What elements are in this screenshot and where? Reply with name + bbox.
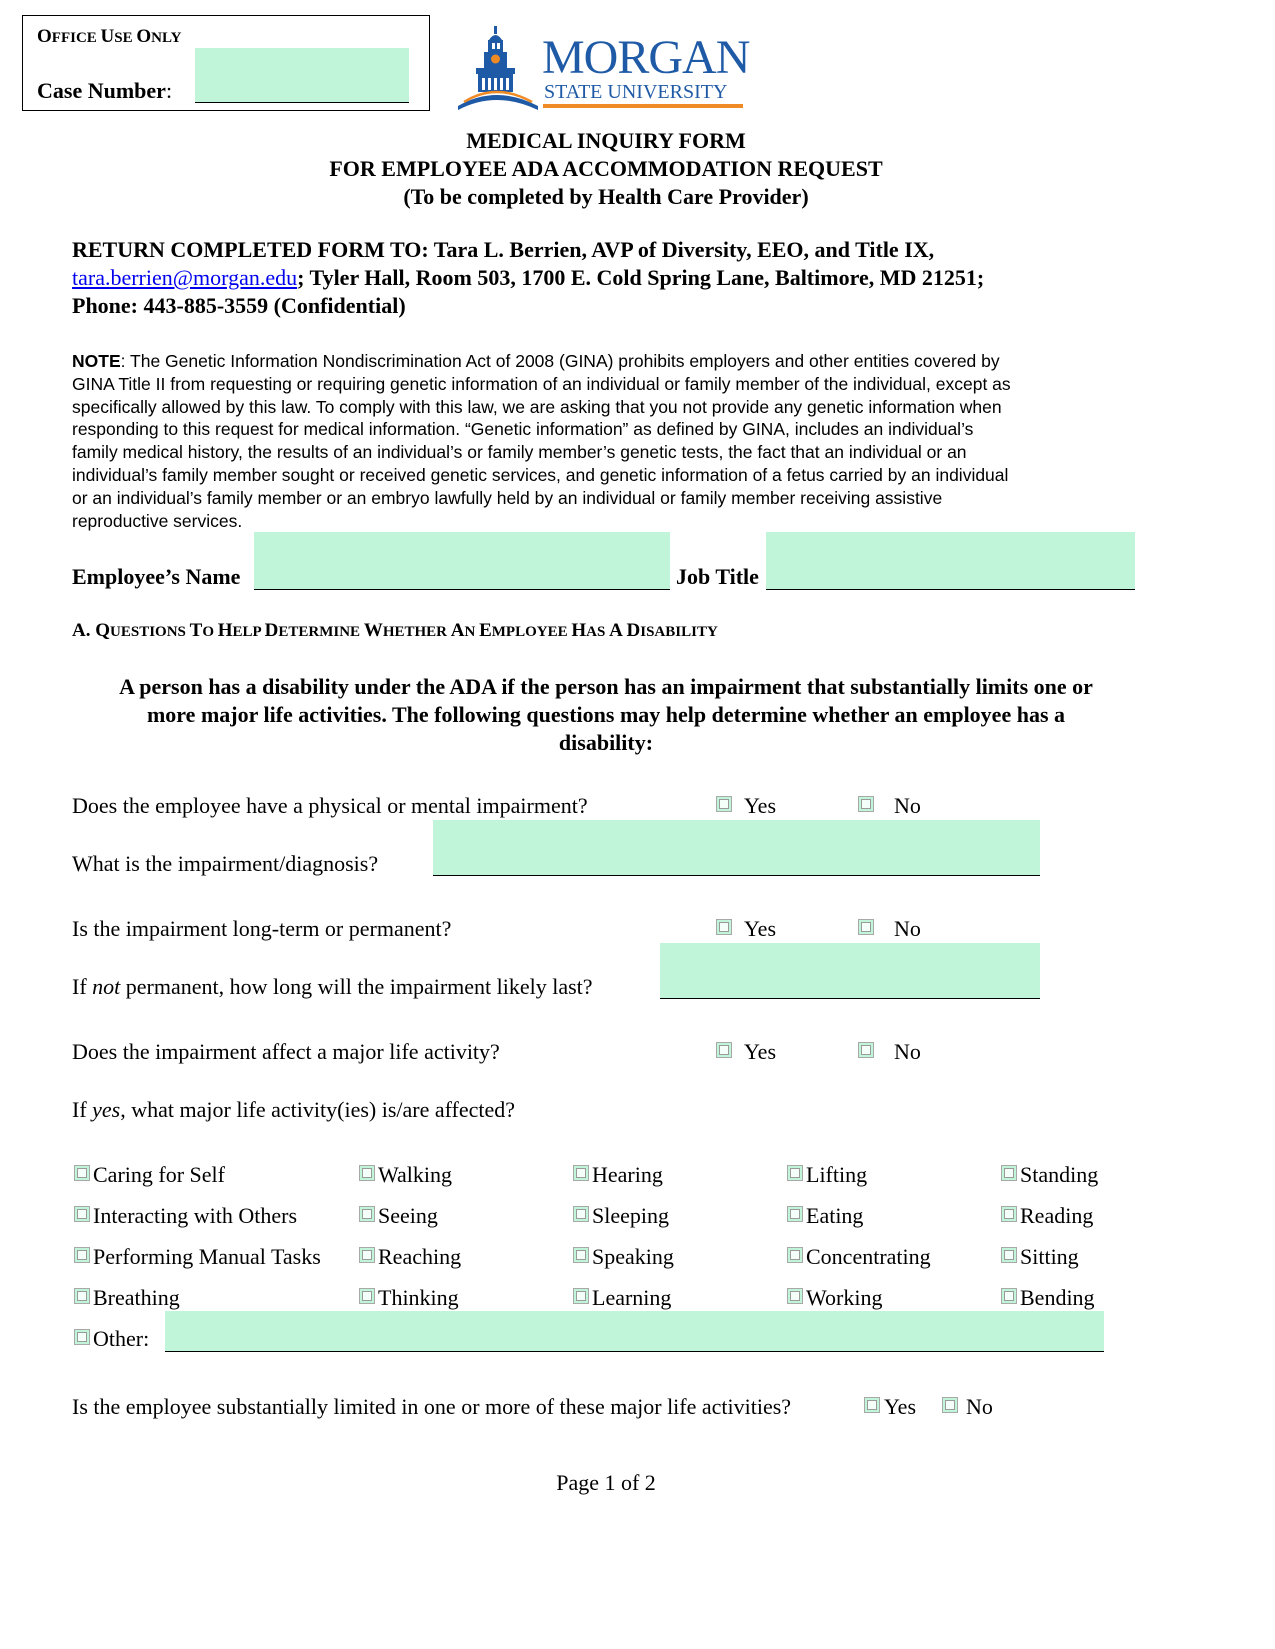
- final-yes-label: Yes: [884, 1394, 917, 1419]
- q5-no-checkbox[interactable]: [858, 1042, 874, 1058]
- form-title: [0, 127, 1212, 211]
- q5-yes-label: Yes: [744, 1039, 777, 1064]
- activity-label-bending: Bending: [1020, 1285, 1095, 1310]
- employee-name-label: Employee’s Name: [72, 564, 241, 589]
- activity-label-interacting-with-others: Interacting with Others: [93, 1203, 298, 1228]
- note-label: NOTE: [72, 351, 121, 371]
- section-a-heading-part: ETERMINE: [278, 624, 364, 640]
- section-a-heading-part: A: [609, 620, 627, 641]
- return-line3: Phone: 443-885-3559 (Confidential): [72, 293, 406, 318]
- office-use-heading: OFFICE USE ONLY: [37, 26, 182, 47]
- activity-checkbox-lifting[interactable]: [787, 1165, 803, 1181]
- activity-label-standing: Standing: [1020, 1162, 1099, 1187]
- q3-yes-label: Yes: [744, 916, 777, 941]
- gina-note: NOTE: The Genetic Information Nondiscrimination Act of 2008 (GINA) prohibits employers and other entities covered by GINA Title II from requesting or requiring genetic information of an individual or family member of the individual, except as specifically allowed by this law. To comply with this law, we are asking that you not provide any genetic information when responding to this request for medical information. “Genetic information” as defined by GINA, includes an individual’s family medical history, the results of an individual’s or family member’s genetic tests, the fact that an individual or an individual’s family member sought or received genetic services, and genetic information of a fetus carried by an individual or an individual’s family member or an embryo lawfully held by an individual or family member receiving assistive reproductive services.: [72, 351, 1011, 531]
- activity-label-walking: Walking: [378, 1162, 452, 1187]
- return-line2: tara.berrien@morgan.edu; Tyler Hall, Room 503, 1700 E. Cold Spring Lane, Baltimore, MD 21251;: [72, 265, 985, 290]
- activity-checkbox-learning[interactable]: [573, 1288, 589, 1304]
- section-a-heading-part: A: [450, 620, 465, 641]
- impairment-duration-field[interactable]: [660, 943, 1040, 999]
- activity-checkbox-sitting[interactable]: [1001, 1247, 1017, 1263]
- job-title-field[interactable]: [766, 532, 1135, 590]
- q1-no-checkbox[interactable]: [858, 796, 874, 812]
- q3-no-checkbox[interactable]: [858, 919, 874, 935]
- logo-wordmark-state-university: STATE UNIVERSITY: [544, 81, 728, 103]
- section-a-heading-part: H: [217, 620, 233, 641]
- job-title-label: Job Title: [676, 564, 759, 589]
- question-duration: If not permanent, how long will the impairment likely last?: [72, 974, 593, 999]
- section-a-heading-part: ISABILITY: [640, 624, 718, 640]
- question-impairment-diagnosis: What is the impairment/diagnosis?: [72, 851, 379, 876]
- q1-yes-checkbox[interactable]: [716, 796, 732, 812]
- case-number-field[interactable]: [195, 48, 409, 103]
- email-link[interactable]: tara.berrien@morgan.edu: [72, 265, 298, 290]
- section-a-heading-part: ELP: [232, 624, 265, 640]
- other-activity-label: Other:: [93, 1326, 150, 1351]
- impairment-diagnosis-field[interactable]: [433, 820, 1040, 876]
- question-major-life-activity: Does the impairment affect a major life activity?: [72, 1039, 500, 1064]
- university-building-icon: [456, 26, 540, 112]
- section-a-heading-part: Q: [95, 620, 111, 641]
- question-substantially-limited: Is the employee substantially limited in one or more of these major life activities?: [72, 1394, 792, 1419]
- return-instructions: [72, 236, 984, 320]
- activity-label-sitting: Sitting: [1020, 1244, 1079, 1269]
- section-a-heading-part: E: [479, 620, 492, 641]
- activity-label-hearing: Hearing: [592, 1162, 663, 1187]
- activity-label-caring-for-self: Caring for Self: [93, 1162, 225, 1187]
- activity-checkbox-breathing[interactable]: [74, 1288, 90, 1304]
- section-a-heading: [72, 620, 718, 642]
- question-physical-mental-impairment: Does the employee have a physical or mental impairment?: [72, 793, 588, 818]
- activity-checkbox-standing[interactable]: [1001, 1165, 1017, 1181]
- q1-no-label: No: [894, 793, 921, 818]
- activity-label-sleeping: Sleeping: [592, 1203, 669, 1228]
- logo-wordmark-morgan: MORGAN: [542, 31, 750, 84]
- activity-label-working: Working: [806, 1285, 883, 1310]
- activity-checkbox-walking[interactable]: [359, 1165, 375, 1181]
- activity-label-thinking: Thinking: [378, 1285, 459, 1310]
- other-activity-field[interactable]: [165, 1311, 1104, 1352]
- logo-underline: [543, 104, 743, 108]
- activity-label-breathing: Breathing: [93, 1285, 180, 1310]
- page-number: Page 1 of 2: [556, 1470, 656, 1495]
- other-activity-checkbox[interactable]: [74, 1329, 90, 1345]
- activity-checkbox-caring-for-self[interactable]: [74, 1165, 90, 1181]
- activity-checkbox-bending[interactable]: [1001, 1288, 1017, 1304]
- question-long-term: Is the impairment long-term or permanent?: [72, 916, 452, 941]
- activity-label-reading: Reading: [1020, 1203, 1094, 1228]
- question-which-activities: If yes, what major life activity(ies) is/are affected?: [72, 1097, 516, 1122]
- section-a-heading-part: O: [202, 624, 218, 640]
- activity-checkbox-thinking[interactable]: [359, 1288, 375, 1304]
- section-a-heading-part: N: [464, 624, 480, 640]
- activity-checkbox-sleeping[interactable]: [573, 1206, 589, 1222]
- q5-no-label: No: [894, 1039, 921, 1064]
- activity-label-learning: Learning: [592, 1285, 672, 1310]
- section-a-heading-part: D: [264, 620, 279, 641]
- activity-checkbox-hearing[interactable]: [573, 1165, 589, 1181]
- section-a-heading-part: AS: [586, 624, 610, 640]
- activity-checkbox-reading[interactable]: [1001, 1206, 1017, 1222]
- return-line1: RETURN COMPLETED FORM TO: Tara L. Berrien, AVP of Diversity, EEO, and Title IX,: [72, 237, 935, 262]
- activity-label-lifting: Lifting: [806, 1162, 868, 1187]
- activity-checkbox-eating[interactable]: [787, 1206, 803, 1222]
- q3-no-label: No: [894, 916, 921, 941]
- final-no-checkbox[interactable]: [942, 1397, 958, 1413]
- employee-name-field[interactable]: [254, 532, 670, 590]
- office-use-box: [22, 15, 430, 111]
- final-no-label: No: [966, 1394, 993, 1419]
- morgan-state-logo: [456, 26, 756, 112]
- activity-label-eating: Eating: [806, 1203, 864, 1228]
- activity-label-reaching: Reaching: [378, 1244, 462, 1269]
- section-a-heading-part: MPLOYEE: [491, 624, 572, 640]
- section-a-heading-part: T: [189, 620, 203, 641]
- q5-yes-checkbox[interactable]: [716, 1042, 732, 1058]
- form-title-line1: MEDICAL INQUIRY FORM: [466, 128, 746, 153]
- activity-label-concentrating: Concentrating: [806, 1244, 931, 1269]
- case-number-label: Case Number:: [37, 78, 173, 103]
- final-yes-checkbox[interactable]: [864, 1397, 880, 1413]
- section-a-heading-part: H: [571, 620, 587, 641]
- section-a-heading-part: A.: [72, 620, 96, 641]
- activity-checkbox-performing-manual-tasks[interactable]: [74, 1247, 90, 1263]
- q1-yes-label: Yes: [744, 793, 777, 818]
- activity-checkbox-seeing[interactable]: [359, 1206, 375, 1222]
- section-a-heading-part: D: [626, 620, 641, 641]
- form-title-line3: (To be completed by Health Care Provider): [403, 184, 809, 209]
- activity-checkbox-speaking[interactable]: [573, 1247, 589, 1263]
- activity-label-speaking: Speaking: [592, 1244, 674, 1269]
- q3-yes-checkbox[interactable]: [716, 919, 732, 935]
- activity-checkbox-concentrating[interactable]: [787, 1247, 803, 1263]
- activity-label-seeing: Seeing: [378, 1203, 438, 1228]
- section-a-heading-part: W: [363, 620, 383, 641]
- activity-checkbox-working[interactable]: [787, 1288, 803, 1304]
- activity-label-performing-manual-tasks: Performing Manual Tasks: [93, 1244, 321, 1269]
- section-a-heading-part: UESTIONS: [110, 624, 190, 640]
- form-title-line2: FOR EMPLOYEE ADA ACCOMMODATION REQUEST: [329, 156, 883, 181]
- activity-checkbox-reaching[interactable]: [359, 1247, 375, 1263]
- section-a-heading-part: HETHER: [382, 624, 451, 640]
- disability-intro: A person has a disability under the ADA if the person has an impairment that substantially limits one or more major life activities. The following questions may help determine whether an employee has a disability:: [119, 674, 1093, 755]
- activity-checkbox-interacting-with-others[interactable]: [74, 1206, 90, 1222]
